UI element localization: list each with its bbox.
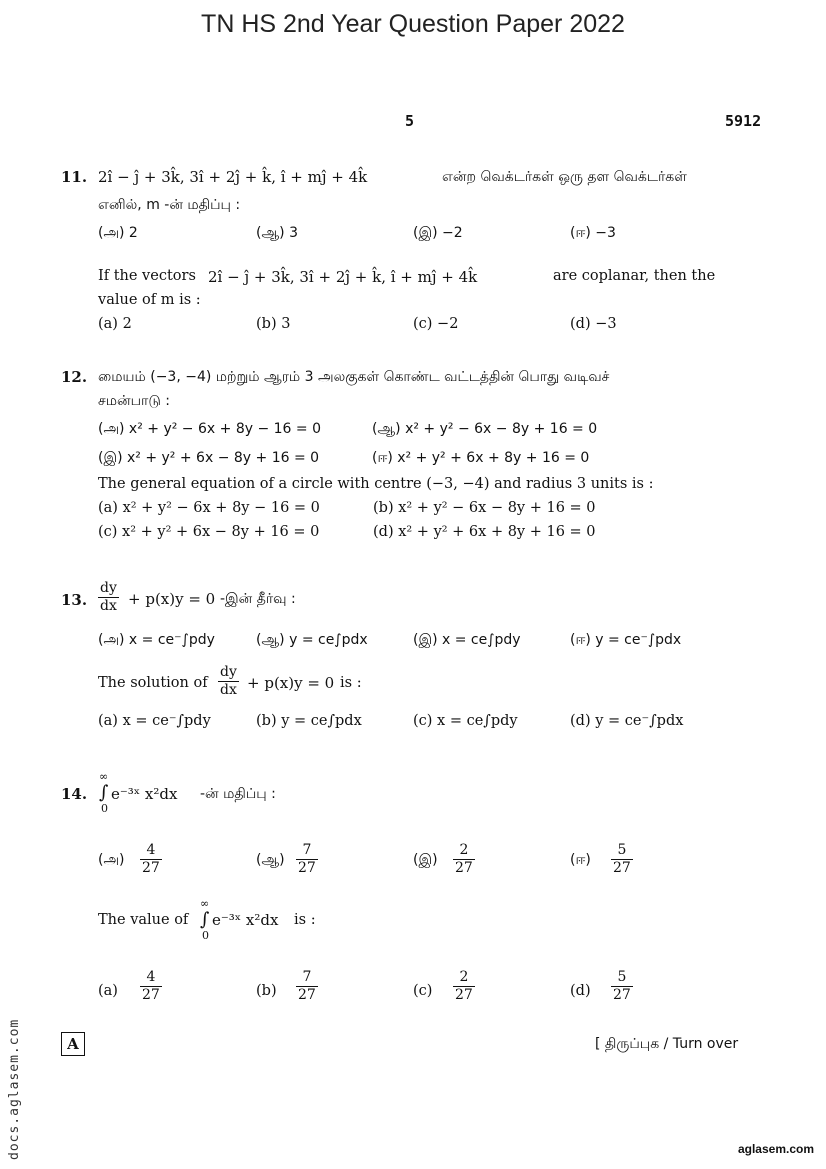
option: (ஆ) x² + y² − 6x − 8y + 16 = 0 bbox=[372, 421, 598, 437]
question-text: is : bbox=[340, 675, 362, 691]
option-label: (b) bbox=[256, 983, 277, 999]
question-text: சமன்பாடு : bbox=[98, 393, 170, 409]
option-label: (ஆ) bbox=[256, 852, 285, 868]
side-watermark bbox=[7, 1000, 27, 1160]
question-text: The solution of bbox=[98, 675, 208, 691]
option: (ஆ) 3 bbox=[256, 225, 298, 241]
option: (ஈ) x² + y² + 6x + 8y + 16 = 0 bbox=[372, 450, 590, 466]
derivative-fraction bbox=[98, 580, 119, 615]
page-title: TN HS 2nd Year Question Paper 2022 bbox=[201, 10, 625, 38]
fraction-numerator: dy bbox=[220, 664, 237, 680]
option-label: (இ) bbox=[413, 852, 438, 868]
option: (a) 2 bbox=[98, 316, 132, 332]
integral-sign: ∫ bbox=[99, 782, 109, 803]
fraction-numerator: 2 bbox=[453, 842, 475, 860]
page-number: 5 bbox=[405, 112, 415, 130]
set-label-box: A bbox=[61, 1032, 85, 1056]
option: (d) y = ce⁻∫pdx bbox=[570, 713, 684, 729]
option: (c) −2 bbox=[413, 316, 459, 332]
option: (இ) −2 bbox=[413, 225, 463, 241]
option-fraction bbox=[140, 969, 162, 1004]
fraction-numerator: 7 bbox=[296, 969, 318, 987]
option-fraction bbox=[296, 969, 318, 1004]
question-text: is : bbox=[294, 912, 316, 928]
integral bbox=[199, 897, 211, 942]
fraction-denominator: 27 bbox=[298, 987, 316, 1003]
fraction-numerator: 5 bbox=[611, 969, 633, 987]
question-text: மையம் (−3, −4) மற்றும் ஆரம் 3 அலகுகள் கொண்ட வட்டத்தின் பொது வடிவச் bbox=[98, 369, 610, 385]
option: (a) x² + y² − 6x + 8y − 16 = 0 bbox=[98, 500, 320, 516]
question-text: The general equation of a circle with centre (−3, −4) and radius 3 units is : bbox=[98, 476, 654, 492]
integrand: e⁻³ˣ x²dx bbox=[111, 785, 178, 803]
fraction-denominator: 27 bbox=[142, 860, 160, 876]
vector-expression: 2î − ĵ + 3k̂, 3î + 2ĵ + k̂, î + mĵ + 4k̂ bbox=[208, 268, 478, 286]
fraction-denominator: 27 bbox=[613, 860, 631, 876]
derivative-fraction bbox=[218, 664, 239, 699]
option: (c) x = ce∫pdy bbox=[413, 713, 518, 729]
side-watermark-text: docs.aglasem.com bbox=[7, 1018, 22, 1160]
option: (அ) 2 bbox=[98, 225, 138, 241]
option-label: (c) bbox=[413, 983, 433, 999]
question-text: are coplanar, then the bbox=[553, 268, 716, 284]
question-text: என்ற வெக்டர்கள் ஒரு தள வெக்டர்கள் bbox=[442, 169, 687, 185]
question-text: -ன் மதிப்பு : bbox=[200, 786, 276, 802]
question-text: -இன் தீர்வு : bbox=[220, 591, 296, 607]
integral-sign: ∫ bbox=[200, 909, 210, 930]
fraction-numerator: 4 bbox=[140, 969, 162, 987]
option-fraction bbox=[611, 842, 633, 877]
equation: + p(x)y = 0 bbox=[128, 590, 216, 608]
fraction-numerator: 5 bbox=[611, 842, 633, 860]
option: (இ) x = ce∫pdy bbox=[413, 632, 521, 648]
question-text: value of m is : bbox=[98, 292, 201, 308]
fraction-numerator: 7 bbox=[296, 842, 318, 860]
integral-upper-limit: ∞ bbox=[200, 897, 210, 910]
question-number: 11. bbox=[61, 168, 88, 186]
option: (ஆ) y = ce∫pdx bbox=[256, 632, 368, 648]
integral-lower-limit: 0 bbox=[101, 802, 108, 815]
turn-over-text: [ திருப்புக / Turn over bbox=[595, 1036, 739, 1052]
fraction-denominator: 27 bbox=[455, 860, 473, 876]
option-fraction bbox=[296, 842, 318, 877]
fraction-numerator: 2 bbox=[453, 969, 475, 987]
question-text: எனில், m -ன் மதிப்பு : bbox=[98, 197, 241, 213]
fraction-denominator: 27 bbox=[142, 987, 160, 1003]
option: (அ) x² + y² − 6x + 8y − 16 = 0 bbox=[98, 421, 321, 437]
option-fraction bbox=[453, 969, 475, 1004]
option: (b) 3 bbox=[256, 316, 291, 332]
option-label: (அ) bbox=[98, 852, 125, 868]
option-label: (a) bbox=[98, 983, 118, 999]
fraction-denominator: 27 bbox=[455, 987, 473, 1003]
question-text: The value of bbox=[98, 912, 189, 928]
integral-lower-limit: 0 bbox=[202, 929, 209, 942]
option: (ஈ) −3 bbox=[570, 225, 616, 241]
option: (ஈ) y = ce⁻∫pdx bbox=[570, 632, 682, 648]
option: (d) x² + y² + 6x + 8y + 16 = 0 bbox=[373, 524, 596, 540]
option: (அ) x = ce⁻∫pdy bbox=[98, 632, 215, 648]
paper-code: 5912 bbox=[725, 112, 762, 130]
fraction-denominator: dx bbox=[100, 598, 117, 614]
option-fraction bbox=[611, 969, 633, 1004]
option-fraction bbox=[140, 842, 162, 877]
option: (b) x² + y² − 6x − 8y + 16 = 0 bbox=[373, 500, 596, 516]
fraction-denominator: 27 bbox=[298, 860, 316, 876]
question-number: 13. bbox=[61, 591, 88, 609]
fraction-numerator: dy bbox=[100, 580, 117, 596]
question-text: If the vectors bbox=[98, 268, 196, 284]
footer-watermark: aglasem.com bbox=[737, 1142, 814, 1156]
integrand: e⁻³ˣ x²dx bbox=[212, 911, 279, 929]
option: (இ) x² + y² + 6x − 8y + 16 = 0 bbox=[98, 450, 320, 466]
fraction-numerator: 4 bbox=[140, 842, 162, 860]
fraction-denominator: dx bbox=[220, 682, 237, 698]
option-fraction bbox=[453, 842, 475, 877]
question-number: 14. bbox=[61, 785, 88, 803]
option-label: (ஈ) bbox=[570, 852, 591, 868]
option: (b) y = ce∫pdx bbox=[256, 713, 362, 729]
question-number: 12. bbox=[61, 368, 88, 386]
vector-expression: 2î − ĵ + 3k̂, 3î + 2ĵ + k̂, î + mĵ + 4k̂ bbox=[98, 168, 368, 186]
option-label: (d) bbox=[570, 983, 591, 999]
integral bbox=[98, 770, 110, 815]
option: (d) −3 bbox=[570, 316, 617, 332]
option: (a) x = ce⁻∫pdy bbox=[98, 713, 211, 729]
fraction-denominator: 27 bbox=[613, 987, 631, 1003]
integral-upper-limit: ∞ bbox=[99, 770, 109, 783]
option: (c) x² + y² + 6x − 8y + 16 = 0 bbox=[98, 524, 320, 540]
equation: + p(x)y = 0 bbox=[247, 674, 335, 692]
